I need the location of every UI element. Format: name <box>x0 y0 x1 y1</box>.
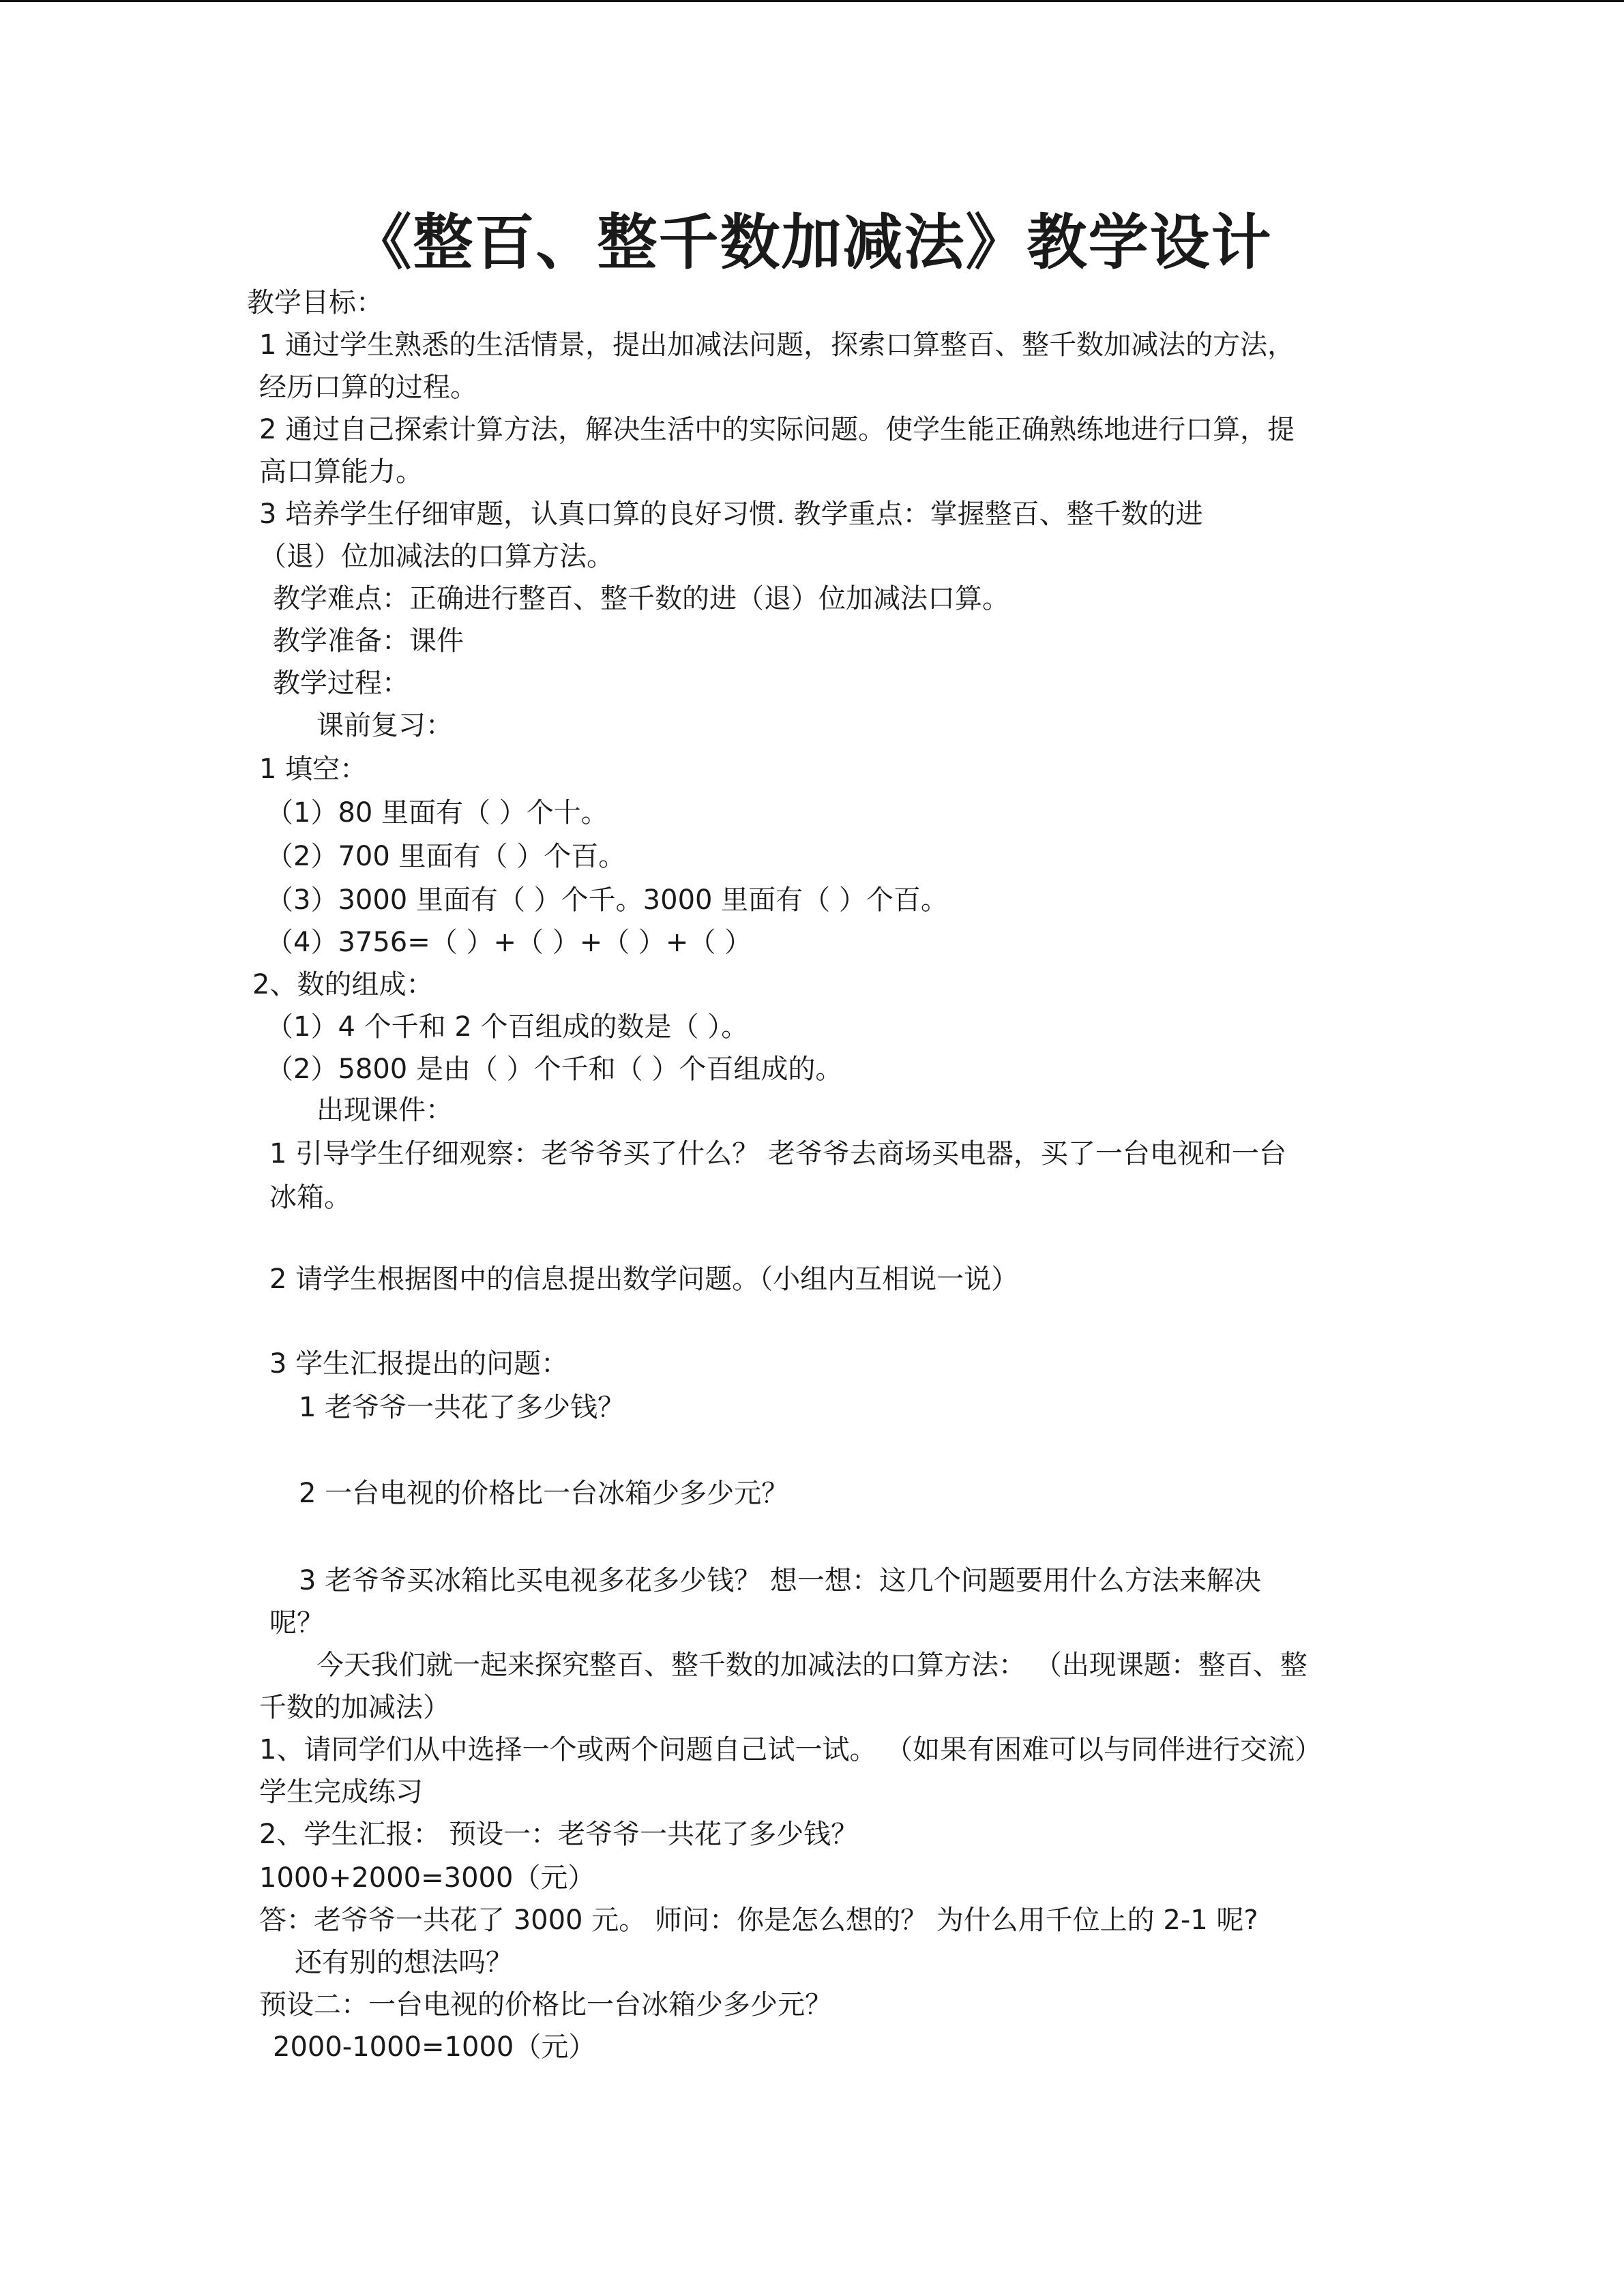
objectives-label: 教学目标： <box>247 287 383 318</box>
question-1: 1 老爷爷一共花了多少钱？ <box>299 1392 625 1423</box>
step-2: 2 请学生根据图中的信息提出数学问题。（小组内互相说一说） <box>269 1264 1019 1295</box>
practice-complete: 学生完成练习 <box>259 1776 423 1808</box>
objective-3-line-1: 3 培养学生仔细审题，认真口算的良好习惯. 教学重点：掌握整百、整千数的进 <box>259 498 1203 530</box>
teaching-preparation: 教学准备：课件 <box>273 625 464 657</box>
other-ideas: 还有别的想法吗？ <box>295 1947 513 1978</box>
today-intro-line-1: 今天我们就一起来探究整百、整千数的加减法的口算方法： （出现课题：整百、整 <box>316 1650 1308 1681</box>
preset-2: 预设二：一台电视的价格比一台冰箱少多少元？ <box>259 1989 832 2021</box>
teaching-process: 教学过程： <box>273 668 409 699</box>
fill-blank-label: 1 填空： <box>259 754 368 785</box>
fill-blank-item-4: （4）3756=（ ）+（ ）+（ ）+（ ） <box>266 927 752 958</box>
composition-item-2: （2）5800 是由（ ）个千和（ ）个百组成的。 <box>266 1054 843 1085</box>
objective-2-line-1: 2 通过自己探索计算方法，解决生活中的实际问题。使学生能正确熟练地进行口算，提 <box>259 414 1295 445</box>
answer-1: 答：老爷爷一共花了 3000 元。 师问：你是怎么想的？ 为什么用千位上的 2-1 呢? <box>259 1905 1258 1936</box>
objective-2-line-2: 高口算能力。 <box>259 456 423 488</box>
objective-1-line-1: 1 通过学生熟悉的生活情景，提出加减法问题，探索口算整百、整千数加减法的方法， <box>259 329 1295 361</box>
question-2: 2 一台电视的价格比一台冰箱少多少元？ <box>299 1478 789 1509</box>
page-title: 《整百、整千数加减法》教学设计 <box>351 207 1273 278</box>
step-1-line-2: 冰箱。 <box>269 1182 351 1213</box>
top-border <box>0 0 1624 2</box>
equation-2: 2000-1000=1000（元） <box>273 2031 596 2063</box>
fill-blank-item-2: （2）700 里面有（ ）个百。 <box>266 841 626 872</box>
fill-blank-item-1: （1）80 里面有（ ）个十。 <box>266 797 608 829</box>
practice-instruction: 1、请同学们从中选择一个或两个问题自己试一试。 （如果有困难可以与同伴进行交流） <box>259 1734 1323 1765</box>
courseware-label: 出现课件： <box>316 1094 453 1126</box>
teaching-difficulty: 教学难点：正确进行整百、整千数的进（退）位加减法口算。 <box>273 583 1009 614</box>
step-1-line-1: 1 引导学生仔细观察：老爷爷买了什么？ 老爷爷去商场买电器，买了一台电视和一台 <box>269 1138 1286 1169</box>
objective-1-line-2: 经历口算的过程。 <box>259 372 477 403</box>
student-report: 2、学生汇报： 预设一：老爷爷一共花了多少钱？ <box>259 1819 859 1850</box>
pre-class-review: 课前复习： <box>316 710 453 741</box>
fill-blank-item-3: （3）3000 里面有（ ）个千。3000 里面有（ ）个百。 <box>266 884 948 916</box>
objective-3-line-2: （退）位加减法的口算方法。 <box>259 541 614 572</box>
composition-label: 2、数的组成： <box>252 969 434 1000</box>
equation-1: 1000+2000=3000（元） <box>259 1862 595 1894</box>
step-3: 3 学生汇报提出的问题： <box>269 1348 569 1380</box>
composition-item-1: （1）4 个千和 2 个百组成的数是（ ）。 <box>266 1011 749 1043</box>
question-3-line-2: 呢？ <box>269 1607 324 1639</box>
question-3-line-1: 3 老爷爷买冰箱比买电视多花多少钱？ 想一想：这几个问题要用什么方法来解决 <box>299 1565 1261 1596</box>
today-intro-line-2: 千数的加减法） <box>259 1692 450 1723</box>
